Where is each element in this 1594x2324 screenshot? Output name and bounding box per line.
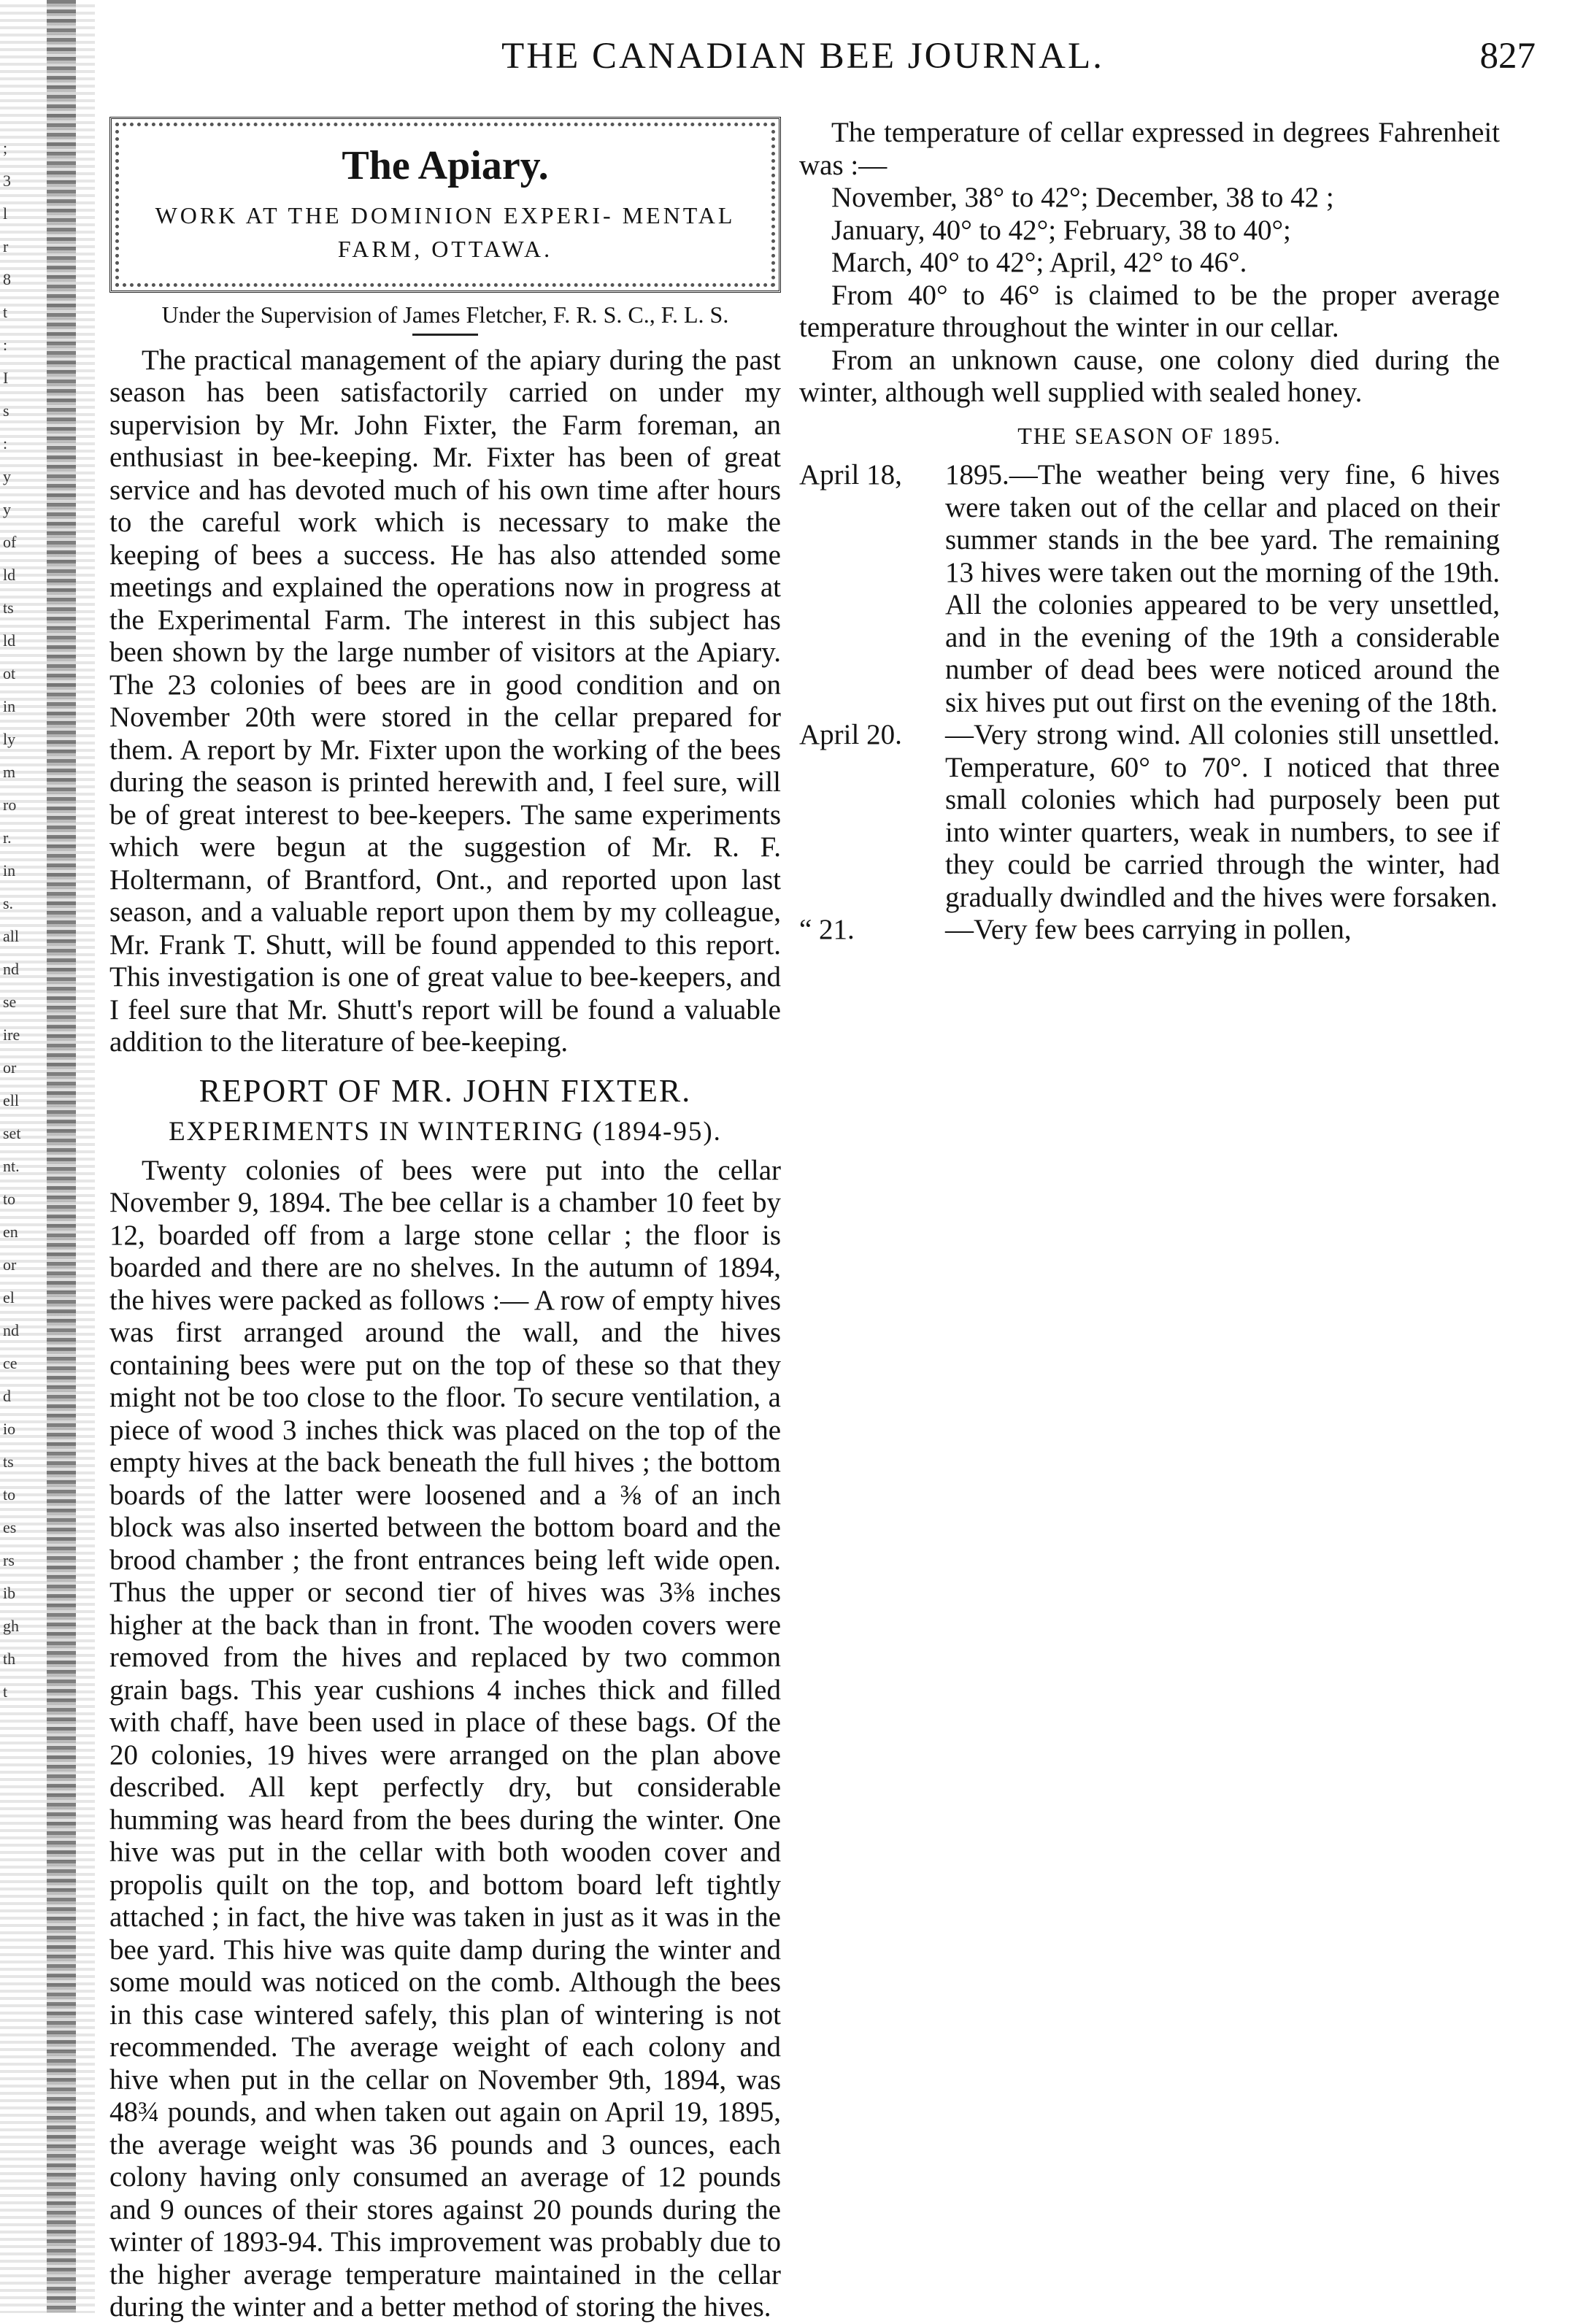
margin-fragment: to (3, 1190, 16, 1208)
margin-fragment: io (3, 1420, 16, 1438)
margin-fragment: ; (3, 139, 8, 157)
temperature-line: January, 40° to 42°; February, 38 to 40°; (831, 214, 1291, 246)
margin-fragment: nd (3, 1321, 19, 1339)
margin-fragment: ld (3, 631, 16, 650)
margin-fragment: d (3, 1387, 11, 1405)
margin-fragment: ld (3, 566, 16, 584)
margin-fragment: s. (3, 894, 14, 912)
margin-fragment: en (3, 1223, 18, 1241)
margin-fragment: r (3, 237, 9, 255)
margin-fragment: ts (3, 1452, 14, 1471)
margin-fragment: t (3, 1682, 8, 1701)
claim-paragraph: From 40° to 46° is claimed to be the proper average temperature throughout the winter in our cellar. (799, 279, 1500, 343)
margin-fragment: : (3, 336, 8, 354)
margin-fragment: y (3, 467, 11, 485)
margin-fragment: r. (3, 828, 12, 847)
margin-fragment: or (3, 1255, 17, 1274)
entry-date: April 20. (799, 719, 902, 750)
entry-text: —Very few bees carrying in pollen, (945, 914, 1352, 945)
margin-fragment: th (3, 1650, 16, 1668)
season-entry (799, 914, 1500, 947)
margin-fragment: ell (3, 1091, 19, 1109)
margin-fragment: nd (3, 960, 19, 978)
intro-paragraph: The practical management of the apiary during the past season has been satisfactorily carried on under my supervision by Mr. John Fixter, the Farm foreman, an enthusiast in bee-keeping. Mr. Fixter has been of great service and has devoted much of his own time after hours to the careful work which is necessary to make the keeping of bees a success. He has also attended some meetings and explained the operations now in progress at the Experimental Farm. The interest in this subject has been shown by the large number of visitors at the Apiary. The 23 colonies of bees are in good condition and on November 20th were stored in the cellar prepared for them. A report by Mr. Fixter upon the working of the bees during the season is printed herewith and, I feel sure, will be of great interest to bee-keepers. The same experiments which were begun at the suggestion of Mr. R. F. Holtermann, of Brantford, Ont., and reported upon last season, and a valuable report upon them by my colleague, Mr. Frank T. Shutt, will be found appended to this report. This investigation is one of great value to bee-keepers, and I feel sure that Mr. Shutt's report will be found a valuable addition to the literature of bee-keeping. (109, 344, 781, 1058)
article-title: The Apiary. (342, 143, 549, 188)
margin-fragment: s (3, 401, 9, 420)
margin-fragment: in (3, 697, 16, 715)
wintering-paragraph: Twenty colonies of bees were put into the cellar November 9, 1894. The bee cellar is a chamber 10 feet by 12, boarded off from a large stone cellar ; the floor is boarded and there are no shelves. In the autumn of 1894, the hives were packed as follows :— A row of empty hives was first arranged around the wall, and the hives containing bees were put on the top of these so that they might not be too close to the floor. To secure ventilation, a piece of wood 3 inches thick was placed on the top of the empty hives at the back beneath the full hives ; the bottom boards of the latter were loosened and a ⅜ of an inch block was also inserted between the bottom board and the brood chamber ; the front entrances being left wide open. Thus the upper or second tier of hives was 3⅜ inches higher at the back than in front. The wooden covers were removed from the hives and replaced by two common grain bags. This year cushions 4 inches thick and filled with chaff, have been used in place of these bags. Of the 20 colonies, 19 hives were arranged on the plan above described. All kept perfectly dry, but considerable humming was heard from the bees during the winter. One hive was put in the cellar with both wooden cover and propolis quilt on the top, and bottom board left tightly attached ; in fact, the hive was taken in just as it was in the bee yard. This hive was quite damp during the winter and some mould was noticed on the comb. Although the bees in this case wintered safely, this plan of wintering is not recommended. The average weight of each colony and hive when put in the cellar on November 9th, 1894, was 48¾ pounds, and when taken out again on April 19, 1895, the average weight was 36 pounds and 3 ounces, each colony having only consumed an average of 12 pounds and 9 ounces of their stores against 20 pounds during the winter of 1893-94. This improvement was probably due to the higher average temperature maintained in the cellar during the winter and a better method of storing the hives. (109, 1154, 781, 2323)
margin-fragment: l (3, 204, 8, 223)
margin-fragment: of (3, 533, 17, 551)
margin-fragment: t (3, 303, 8, 321)
season-entry (799, 459, 1500, 719)
entry-text: —Very strong wind. All colonies still unsettled. Temperature, 60° to 70°. I noticed that three small colonies which had purposely been put into winter quarters, weak in numbers, to see if they could be carried through the winter, had gradually dwindled and the hives were forsaken. (945, 719, 1500, 913)
margin-fragment: all (3, 927, 19, 945)
margin-fragment: 3 (3, 172, 11, 190)
supervision-line: Under the Supervision of James Fletcher, F. R. S. C., F. L. S. (161, 301, 729, 328)
temperature-line: November, 38° to 42°; December, 38 to 42 ; (831, 182, 1334, 213)
margin-fragment: y (3, 500, 11, 518)
season-heading: THE SEASON OF 1895. (1017, 422, 1282, 449)
report-heading: REPORT OF MR. JOHN FIXTER. (199, 1072, 692, 1109)
article-title-box (109, 117, 781, 293)
margin-fragment: ib (3, 1584, 16, 1602)
running-head: THE CANADIAN BEE JOURNAL. (501, 36, 1104, 77)
entry-date: “ 21. (799, 914, 855, 945)
article-subtitle: WORK AT THE DOMINION EXPERI- MENTAL FARM, OTTAWA. (155, 201, 736, 262)
right-column (799, 117, 1500, 947)
page-number: 827 (1479, 36, 1536, 77)
margin-fragment: ire (3, 1026, 20, 1044)
margin-fragment: m (3, 763, 16, 781)
temperature-list (799, 182, 1500, 280)
margin-fragment: gh (3, 1617, 19, 1635)
entry-date: April 18, (799, 459, 902, 490)
margin-fragment: ly (3, 730, 16, 748)
margin-fragments (3, 131, 47, 1708)
divider (412, 334, 478, 336)
temperature-intro: The temperature of cellar expressed in degrees Fahrenheit was :— (799, 117, 1500, 181)
experiments-heading: EXPERIMENTS IN WINTERING (1894-95). (169, 1117, 722, 1147)
margin-fragment: ot (3, 664, 16, 682)
margin-fragment: ro (3, 796, 17, 814)
unknown-cause-paragraph: From an unknown cause, one colony died during the winter, although well supplied with sealed honey. (799, 344, 1500, 408)
left-column (109, 117, 781, 2324)
margin-fragment: nt. (3, 1157, 20, 1175)
margin-fragment: ce (3, 1354, 18, 1372)
margin-fragment: se (3, 993, 17, 1011)
entry-text: 1895.—The weather being very fine, 6 hives were taken out of the cellar and placed on their summer stands in the bee yard. The remaining 13 hives were taken out the morning of the 19th. All the colonies appeared to be very unsettled, and in the evening of the 19th a considerable number of dead bees were noticed around the six hives put out first on the evening of the 18th. (945, 459, 1500, 718)
margin-fragment: es (3, 1518, 17, 1536)
margin-fragment: set (3, 1124, 21, 1142)
margin-fragment: 8 (3, 270, 11, 288)
margin-fragment: rs (3, 1551, 15, 1569)
margin-fragment: or (3, 1058, 17, 1077)
margin-fragment: : (3, 434, 8, 453)
margin-fragment: to (3, 1485, 16, 1504)
temperature-line: March, 40° to 42°; April, 42° to 46°. (831, 247, 1247, 278)
margin-fragment: ts (3, 599, 14, 617)
margin-fragment: in (3, 861, 16, 880)
margin-fragment: I (3, 369, 9, 387)
margin-fragment: el (3, 1288, 15, 1307)
season-entry (799, 719, 1500, 914)
